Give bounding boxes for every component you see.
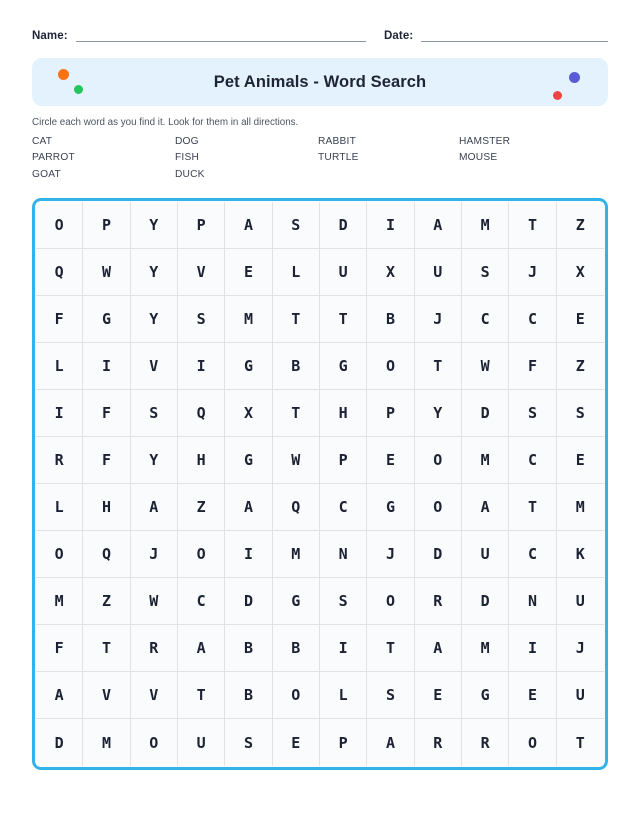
grid-cell[interactable]: O [509,719,556,766]
grid-cell[interactable]: E [225,249,272,296]
puzzle-grid [36,202,604,766]
grid-cell[interactable]: E [415,672,462,719]
grid-cell[interactable]: T [367,625,414,672]
grid-cell[interactable]: Y [131,249,178,296]
grid-cell[interactable]: H [178,437,225,484]
grid-cell[interactable]: P [367,390,414,437]
grid-cell[interactable]: C [320,484,367,531]
grid-cell[interactable]: R [131,625,178,672]
grid-cell[interactable]: T [273,296,320,343]
grid-cell[interactable]: D [462,578,509,625]
word-list-item[interactable]: TURTLE [318,152,359,164]
grid-cell[interactable]: S [225,719,272,766]
grid-cell[interactable]: J [415,296,462,343]
grid-cell[interactable]: M [273,531,320,578]
grid-cell[interactable]: L [36,343,83,390]
grid-cell[interactable]: T [320,296,367,343]
grid-cell[interactable]: Z [557,202,604,249]
grid-cell[interactable]: U [415,249,462,296]
grid-cell[interactable]: E [557,296,604,343]
grid-cell[interactable]: O [273,672,320,719]
grid-cell[interactable]: B [273,625,320,672]
grid-cell[interactable]: S [462,249,509,296]
grid-cell[interactable]: M [462,202,509,249]
grid-cell[interactable]: F [509,343,556,390]
grid-cell[interactable]: C [509,531,556,578]
grid-cell[interactable]: F [36,296,83,343]
grid-cell[interactable]: F [83,390,130,437]
grid-cell[interactable]: U [462,531,509,578]
instructions-text: Circle each word as you find it. Look for them in all directions. [32,117,299,128]
grid-cell[interactable]: A [36,672,83,719]
grid-cell[interactable]: O [415,484,462,531]
grid-cell[interactable]: N [320,531,367,578]
word-list-item[interactable]: GOAT [32,168,61,180]
grid-cell[interactable]: O [178,531,225,578]
grid-cell[interactable]: P [83,202,130,249]
grid-cell[interactable]: X [225,390,272,437]
name-field [32,30,384,44]
grid-cell[interactable]: M [557,484,604,531]
grid-cell[interactable]: S [320,578,367,625]
grid-cell[interactable]: T [509,202,556,249]
grid-cell[interactable]: D [415,531,462,578]
grid-cell[interactable]: D [36,719,83,766]
grid-cell[interactable]: I [225,531,272,578]
word-list-item[interactable]: PARROT [32,152,75,164]
grid-cell[interactable]: T [415,343,462,390]
grid-cell[interactable]: R [36,437,83,484]
grid-cell[interactable]: B [225,625,272,672]
grid-cell[interactable]: G [225,437,272,484]
grid-cell[interactable]: X [367,249,414,296]
grid-cell[interactable]: R [462,719,509,766]
grid-cell[interactable]: G [273,578,320,625]
grid-cell[interactable]: T [178,672,225,719]
grid-cell[interactable]: C [462,296,509,343]
blue-dot-icon [569,72,580,83]
grid-cell[interactable]: S [367,672,414,719]
grid-cell[interactable]: Z [557,343,604,390]
grid-cell[interactable]: U [178,719,225,766]
grid-cell[interactable]: V [83,672,130,719]
green-dot-icon [74,85,83,94]
grid-cell[interactable]: O [36,531,83,578]
word-list-item[interactable]: HAMSTER [459,135,511,147]
grid-cell[interactable]: E [273,719,320,766]
grid-cell[interactable]: O [36,202,83,249]
grid-cell[interactable]: W [273,437,320,484]
grid-cell[interactable]: Z [178,484,225,531]
grid-cell[interactable]: G [367,484,414,531]
grid-cell[interactable]: N [509,578,556,625]
word-list-item[interactable]: DUCK [175,168,205,180]
word-list-item[interactable]: RABBIT [318,135,356,147]
date-label: Date: [384,30,414,42]
red-dot-icon [553,91,562,100]
word-list-item[interactable]: FISH [175,152,200,164]
grid-cell[interactable]: P [178,202,225,249]
grid-cell[interactable]: U [320,249,367,296]
grid-cell[interactable]: O [131,719,178,766]
grid-cell[interactable]: L [273,249,320,296]
grid-cell[interactable]: B [273,343,320,390]
grid-cell[interactable]: D [320,202,367,249]
grid-cell[interactable]: G [462,672,509,719]
grid-cell[interactable]: C [509,437,556,484]
grid-cell[interactable]: Z [83,578,130,625]
grid-cell[interactable]: O [415,437,462,484]
grid-cell[interactable]: I [36,390,83,437]
grid-cell[interactable]: A [367,719,414,766]
grid-cell[interactable]: O [367,343,414,390]
grid-cell[interactable]: S [273,202,320,249]
grid-cell[interactable]: B [225,672,272,719]
grid-cell[interactable]: U [557,672,604,719]
page-title: Pet Animals - Word Search [213,72,427,91]
grid-cell[interactable]: A [462,484,509,531]
grid-cell[interactable]: E [367,437,414,484]
grid-cell[interactable]: J [509,249,556,296]
grid-cell[interactable]: S [557,390,604,437]
grid-cell[interactable]: Q [36,249,83,296]
grid-cell[interactable]: J [557,625,604,672]
grid-cell[interactable]: D [462,390,509,437]
grid-cell[interactable]: T [273,390,320,437]
grid-cell[interactable]: I [320,625,367,672]
grid-cell[interactable]: U [557,578,604,625]
grid-cell[interactable]: H [320,390,367,437]
grid-cell[interactable]: V [131,672,178,719]
name-write-line[interactable] [76,41,366,42]
grid-cell[interactable]: H [83,484,130,531]
grid-cell[interactable]: Y [131,296,178,343]
grid-cell[interactable]: C [509,296,556,343]
grid-cell[interactable]: P [320,719,367,766]
grid-cell[interactable]: M [36,578,83,625]
grid-cell[interactable]: M [83,719,130,766]
grid-cell[interactable]: M [225,296,272,343]
grid-cell[interactable]: T [509,484,556,531]
grid-cell[interactable]: R [415,578,462,625]
grid-cell[interactable]: S [131,390,178,437]
grid-cell[interactable]: S [178,296,225,343]
grid-cell[interactable]: B [367,296,414,343]
grid-cell[interactable]: D [225,578,272,625]
grid-cell[interactable]: G [225,343,272,390]
grid-cell[interactable]: P [320,437,367,484]
student-info-row [32,0,608,44]
grid-cell[interactable]: V [131,343,178,390]
grid-cell[interactable]: G [320,343,367,390]
grid-cell[interactable]: A [415,202,462,249]
grid-cell[interactable]: M [462,625,509,672]
grid-cell[interactable]: L [320,672,367,719]
grid-cell[interactable]: I [367,202,414,249]
grid-cell[interactable]: L [36,484,83,531]
grid-cell[interactable]: R [415,719,462,766]
grid-cell[interactable]: A [225,484,272,531]
puzzle-grid-container [32,198,608,770]
grid-cell[interactable]: V [178,249,225,296]
grid-cell[interactable]: A [178,625,225,672]
grid-cell[interactable]: C [178,578,225,625]
grid-cell[interactable]: I [178,343,225,390]
grid-cell[interactable]: M [462,437,509,484]
date-field [384,30,608,44]
grid-cell[interactable]: A [225,202,272,249]
orange-dot-icon [58,69,69,80]
grid-cell[interactable]: A [415,625,462,672]
title-banner [32,58,608,106]
grid-cell[interactable]: Y [415,390,462,437]
grid-cell[interactable]: I [83,343,130,390]
grid-cell[interactable]: A [131,484,178,531]
grid-cell[interactable]: Q [273,484,320,531]
grid-cell[interactable]: O [367,578,414,625]
grid-cell[interactable]: G [83,296,130,343]
grid-cell[interactable]: F [83,437,130,484]
name-label: Name: [32,30,68,42]
grid-cell[interactable]: J [131,531,178,578]
grid-cell[interactable]: W [83,249,130,296]
word-list-item[interactable]: DOG [175,135,199,147]
word-list [32,134,608,183]
grid-cell[interactable]: F [36,625,83,672]
grid-cell[interactable]: E [509,672,556,719]
word-list-item[interactable]: MOUSE [459,152,498,164]
word-list-item[interactable]: CAT [32,135,53,147]
grid-cell[interactable]: T [83,625,130,672]
grid-cell[interactable]: W [131,578,178,625]
grid-cell[interactable]: X [557,249,604,296]
grid-cell[interactable]: Y [131,437,178,484]
grid-cell[interactable]: Q [83,531,130,578]
grid-cell[interactable]: I [509,625,556,672]
grid-cell[interactable]: S [509,390,556,437]
grid-cell[interactable]: W [462,343,509,390]
grid-cell[interactable]: T [557,719,604,766]
grid-cell[interactable]: J [367,531,414,578]
grid-cell[interactable]: K [557,531,604,578]
date-write-line[interactable] [421,41,608,42]
grid-cell[interactable]: E [557,437,604,484]
grid-cell[interactable]: Q [178,390,225,437]
grid-cell[interactable]: Y [131,202,178,249]
